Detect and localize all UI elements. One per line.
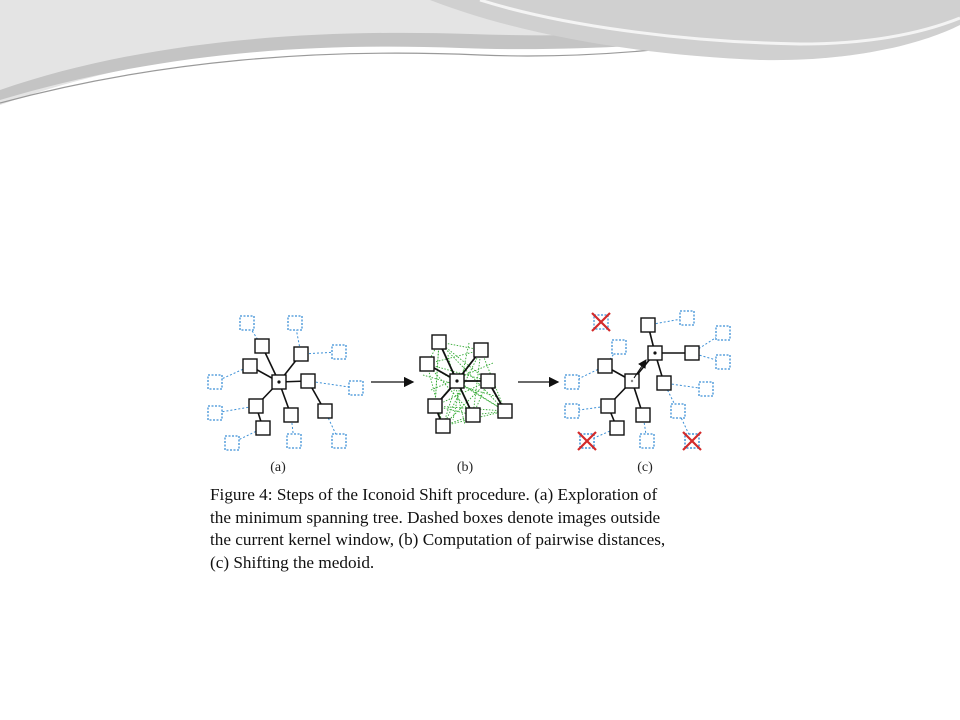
- panel-label-c: (c): [637, 460, 653, 475]
- panel-a-tree: [208, 316, 363, 450]
- panel-label-a: (a): [270, 460, 286, 475]
- figure-4: [203, 285, 758, 581]
- panel-label-b: (b): [456, 460, 474, 475]
- panel-c-shift: [565, 311, 730, 450]
- iconoid-shift-diagram: [203, 285, 758, 465]
- old-medoid-dot: [631, 380, 633, 382]
- new-medoid-dot: [653, 351, 656, 354]
- removed-x-icon: [592, 313, 610, 331]
- figure-caption: Figure 4: Steps of the Iconoid Shift procedure. (a) Exploration of the minimum spanning tree. Dashed boxes denote images outside the current kernel window, (b) Computation of pairwise distances, (c) Shifting the medoid.: [210, 485, 666, 572]
- slide-header-swoosh: [0, 0, 960, 130]
- medoid-dot-a: [277, 380, 280, 383]
- medoid-dot-b: [455, 379, 458, 382]
- medoid-shift-arrow: [634, 360, 646, 378]
- inside-boxes-b: [420, 335, 512, 433]
- panel-b-pairwise: [420, 335, 512, 433]
